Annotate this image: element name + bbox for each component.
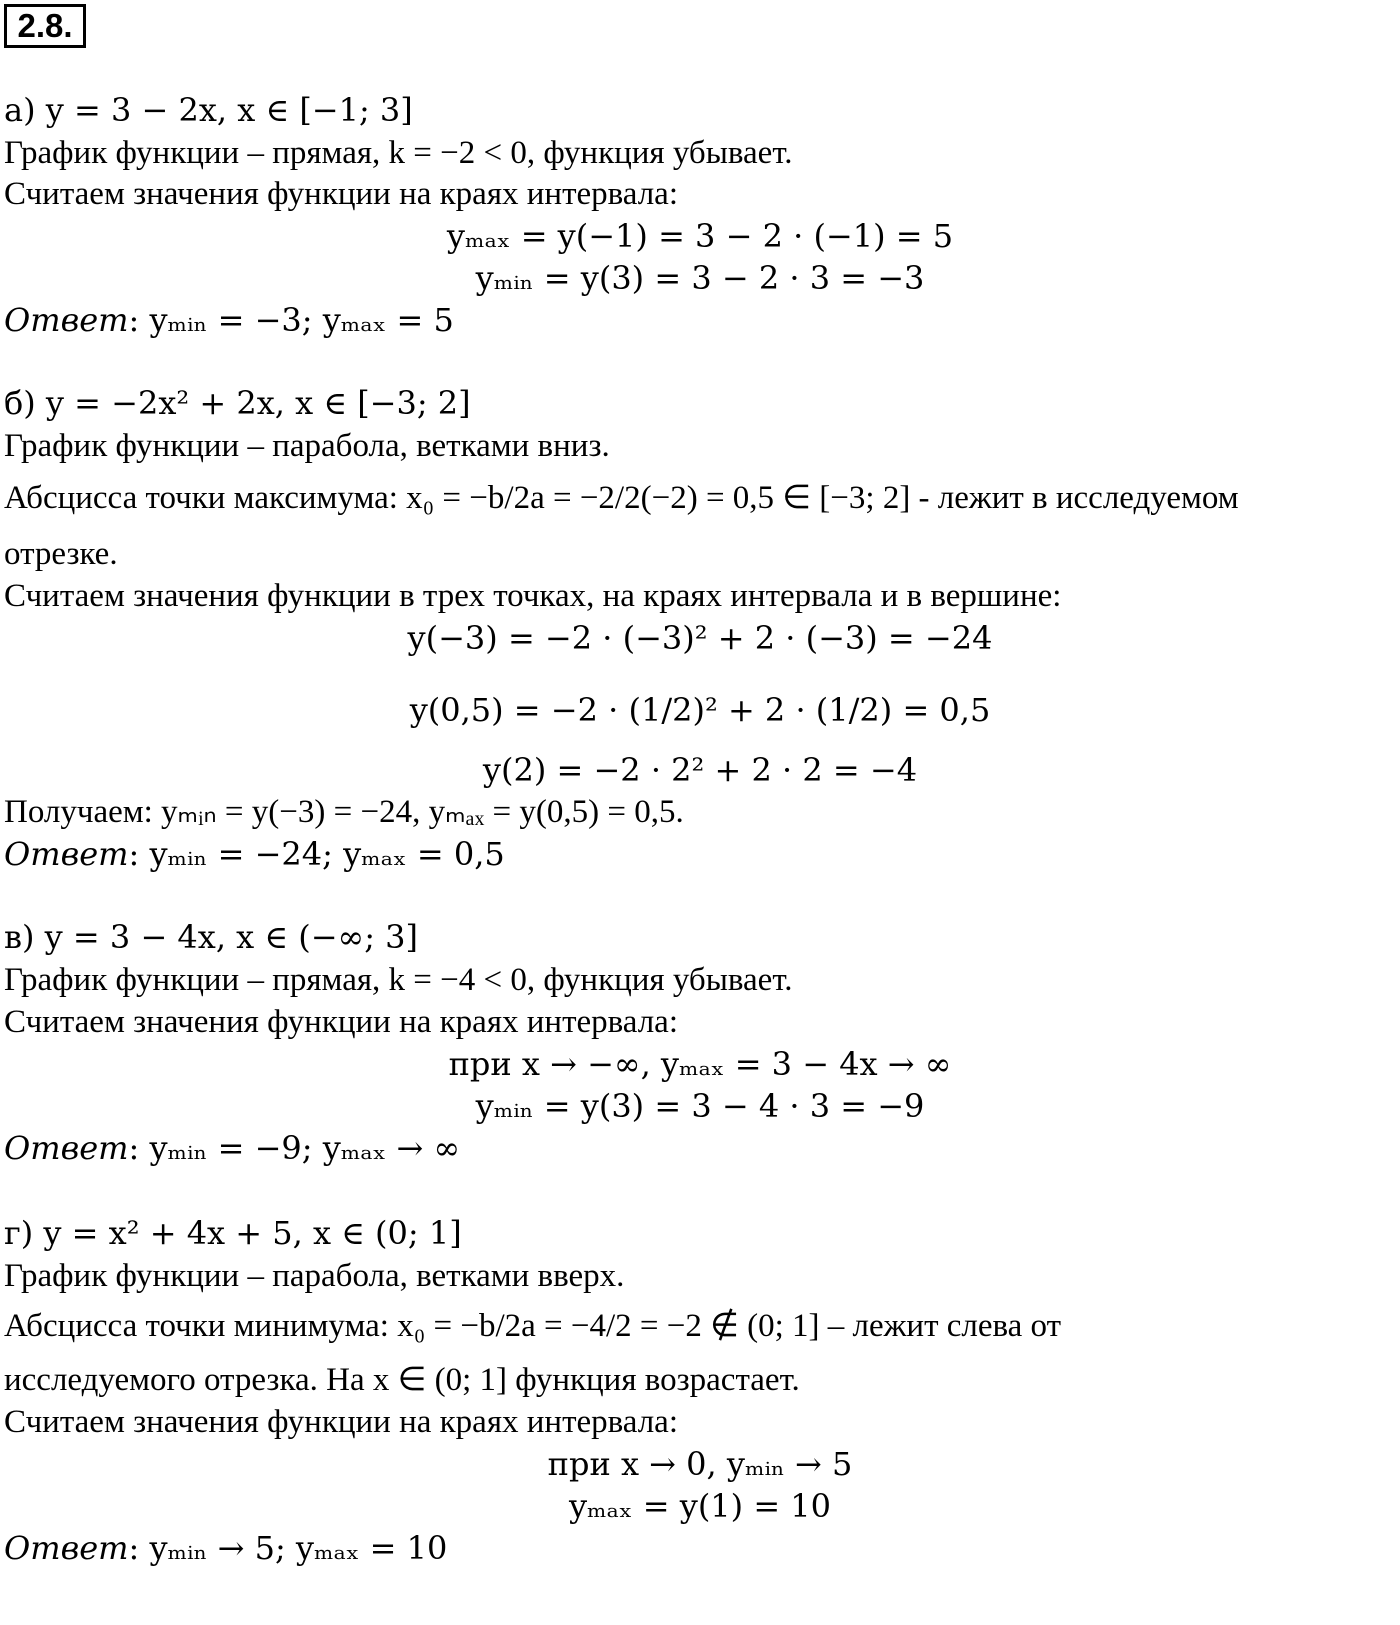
section-d-header: г) y = x² + 4x + 5, x ∈ (0; 1] [4,1214,462,1252]
answer-value: : yₘᵢₙ = −3; yₘₐₓ = 5 [128,301,454,339]
section-b-header: б) y = −2x² + 2x, x ∈ [−3; 2] [4,384,471,422]
section-a-header: а) y = 3 − 2x, x ∈ [−1; 3] [4,91,413,129]
section-d-eq1: при x → 0, yₘᵢₙ → 5 [547,1445,853,1483]
section-c-line2: Считаем значения функции на краях интервала: [4,1004,679,1040]
section-d-line2: Абсцисса точки минимума: x₀ = −b/2a = −4/2 = −2 ∉ (0; 1] – лежит слева от [4,1308,1062,1344]
section-c-eq2: yₘᵢₙ = y(3) = 3 − 4 · 3 = −9 [475,1087,925,1125]
problem-number: 2.8. [4,4,86,48]
answer-value: : yₘᵢₙ = −24; yₘₐₓ = 0,5 [128,835,505,873]
section-c-header: в) y = 3 − 4x, x ∈ (−∞; 3] [4,918,418,956]
section-b-line5: Получаем: yₘᵢₙ = y(−3) = −24, yₘₐₓ = y(0,5) = 0,5. [4,794,684,830]
section-b-line1: График функции – парабола, ветками вниз. [4,428,610,464]
section-b-line3: отрезке. [4,536,118,572]
section-c-eq1: при x → −∞, yₘₐₓ = 3 − 4x → ∞ [448,1045,952,1083]
section-a-line1: График функции – прямая, k = −2 < 0, функция убывает. [4,135,793,171]
section-b-answer [4,834,505,875]
section-b-eq2: y(0,5) = −2 · (1/2)² + 2 · (1/2) = 0,5 [409,691,991,729]
answer-label: Ответ [4,1129,129,1167]
answer-value: : yₘᵢₙ → 5; yₘₐₓ = 10 [128,1529,448,1567]
section-d-answer [4,1528,447,1569]
section-d-line4: Считаем значения функции на краях интервала: [4,1404,679,1440]
section-c-answer [4,1128,460,1169]
section-b-eq1: y(−3) = −2 · (−3)² + 2 · (−3) = −24 [407,619,993,657]
section-b-line2: Абсцисса точки максимума: x₀ = −b/2a = −2/2(−2) = 0,5 ∈ [−3; 2] - лежит в исследуемом [4,480,1239,516]
section-d-line3: исследуемого отрезка. На x ∈ (0; 1] функция возрастает. [4,1362,800,1398]
section-a-eq2: yₘᵢₙ = y(3) = 3 − 2 · 3 = −3 [475,259,925,297]
answer-label: Ответ [4,301,129,339]
answer-label: Ответ [4,1529,129,1567]
section-b-line4: Считаем значения функции в трех точках, на краях интервала и в вершине: [4,578,1062,614]
section-d-line1: График функции – парабола, ветками вверх. [4,1258,625,1294]
section-d-eq2: yₘₐₓ = y(1) = 10 [568,1487,832,1525]
section-a-answer [4,300,454,341]
answer-label: Ответ [4,835,129,873]
section-a-eq1: yₘₐₓ = y(−1) = 3 − 2 · (−1) = 5 [446,217,954,255]
section-a-line2: Считаем значения функции на краях интервала: [4,176,679,212]
answer-value: : yₘᵢₙ = −9; yₘₐₓ → ∞ [128,1129,461,1167]
section-b-eq3: y(2) = −2 · 2² + 2 · 2 = −4 [482,751,918,789]
section-c-line1: График функции – прямая, k = −4 < 0, функция убывает. [4,962,793,998]
